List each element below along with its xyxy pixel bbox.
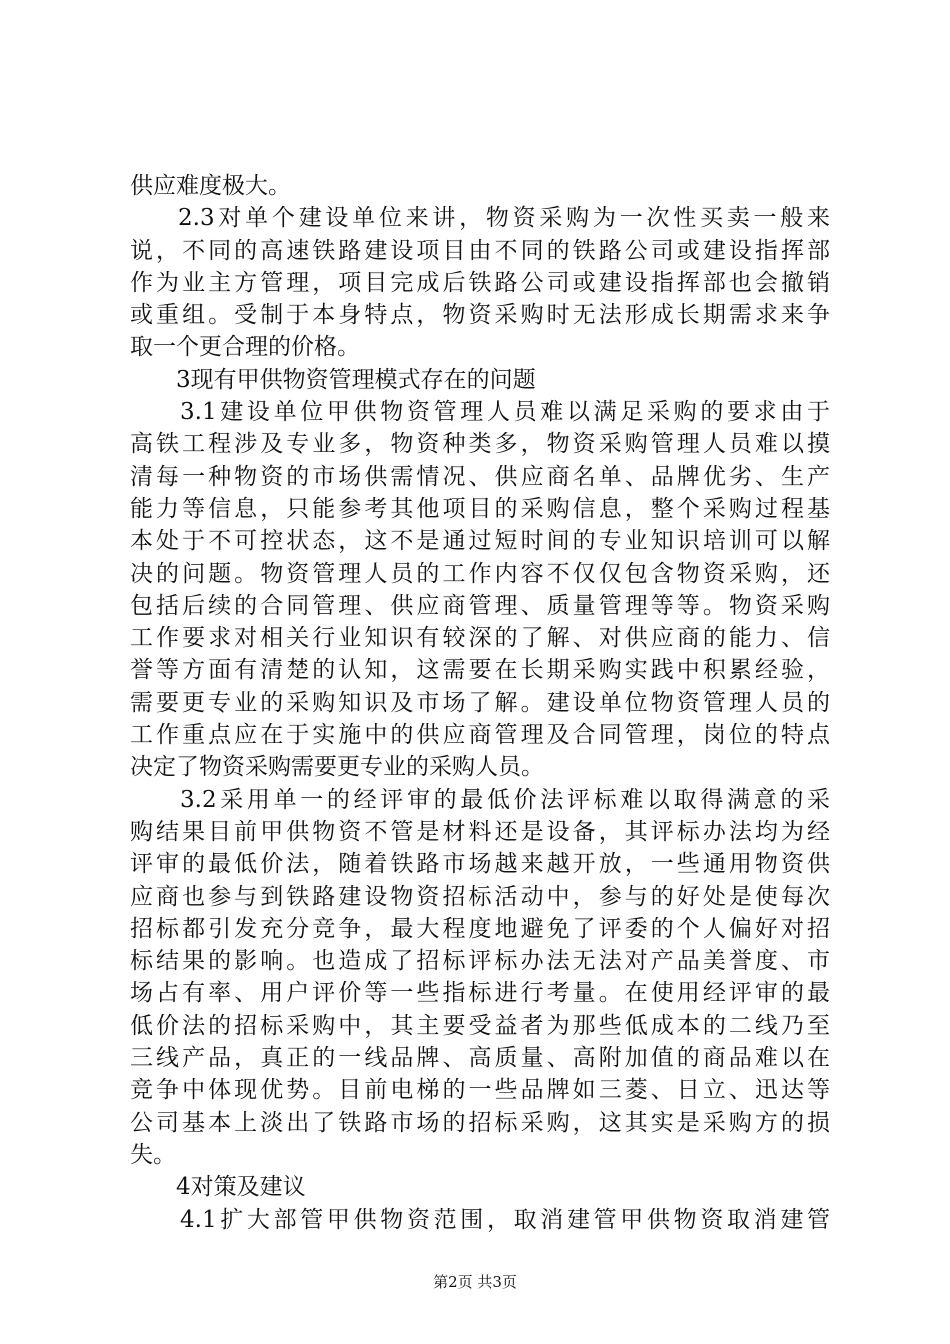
text-line: 2.3对单个建设单位来讲，物资采购为一次性买卖一般来 bbox=[178, 205, 830, 232]
text-line: 决定了物资采购需要更专业的采购人员。 bbox=[130, 754, 544, 781]
text-line: 竞争中体现优势。目前电梯的一些品牌如三菱、日立、迅达等 bbox=[130, 1077, 830, 1104]
text-line: 三线产品，真正的一线品牌、高质量、高附加值的商品难以在 bbox=[130, 1045, 830, 1072]
text-line: 高铁工程涉及专业多，物资种类多，物资采购管理人员难以摸 bbox=[130, 431, 830, 458]
text-line: 说，不同的高速铁路建设项目由不同的铁路公司或建设指挥部 bbox=[130, 237, 830, 264]
text-line: 评审的最低价法，随着铁路市场越来越开放，一些通用物资供 bbox=[130, 851, 830, 878]
text-line: 标结果的影响。也造成了招标评标办法无法对产品美誉度、市 bbox=[130, 948, 830, 975]
text-line: 决的问题。物资管理人员的工作内容不仅仅包含物资采购，还 bbox=[130, 560, 830, 587]
text-line: 3.2采用单一的经评审的最低价法评标难以取得满意的采 bbox=[180, 786, 830, 813]
text-line: 工作重点应在于实施中的供应商管理及合同管理，岗位的特点 bbox=[130, 722, 830, 749]
text-line: 作为业主方管理，项目完成后铁路公司或建设指挥部也会撤销 bbox=[130, 269, 830, 296]
text-line: 包括后续的合同管理、供应商管理、质量管理等等。物资采购 bbox=[130, 592, 830, 619]
text-line: 购结果目前甲供物资不管是材料还是设备，其评标办法均为经 bbox=[130, 818, 830, 845]
text-line: 失。 bbox=[130, 1141, 176, 1168]
text-line: 4对策及建议 bbox=[176, 1174, 306, 1201]
text-line: 能力等信息，只能参考其他项目的采购信息，整个采购过程基 bbox=[130, 495, 830, 522]
text-line: 本处于不可控状态，这不是通过短时间的专业知识培训可以解 bbox=[130, 528, 830, 555]
text-line: 誉等方面有清楚的认知，这需要在长期采购实践中积累经验， bbox=[130, 657, 830, 684]
text-line: 供应难度极大。 bbox=[130, 173, 291, 199]
text-line: 清每一种物资的市场供需情况、供应商名单、品牌优劣、生产 bbox=[130, 463, 830, 490]
text-line: 公司基本上淡出了铁路市场的招标采购，这其实是采购方的损 bbox=[130, 1109, 830, 1136]
text-line: 取一个更合理的价格。 bbox=[130, 334, 360, 361]
text-line: 需要更专业的采购知识及市场了解。建设单位物资管理人员的 bbox=[130, 689, 830, 716]
text-line: 4.1扩大部管甲供物资范围，取消建管甲供物资取消建管 bbox=[180, 1206, 830, 1233]
text-line: 低价法的招标采购中，其主要受益者为那些低成本的二线乃至 bbox=[130, 1012, 830, 1039]
document-body bbox=[130, 170, 830, 1236]
text-line: 场占有率、用户评价等一些指标进行考量。在使用经评审的最 bbox=[130, 980, 830, 1007]
text-line: 工作要求对相关行业知识有较深的了解、对供应商的能力、信 bbox=[130, 625, 830, 652]
text-line: 或重组。受制于本身特点，物资采购时无法形成长期需求来争 bbox=[130, 302, 830, 329]
text-line: 应商也参与到铁路建设物资招标活动中，参与的好处是使每次 bbox=[130, 883, 830, 910]
text-line: 3.1建设单位甲供物资管理人员难以满足采购的要求由于 bbox=[180, 399, 830, 426]
text-line: 3现有甲供物资管理模式存在的问题 bbox=[176, 366, 536, 393]
text-line: 招标都引发充分竞争，最大程度地避免了评委的个人偏好对招 bbox=[130, 915, 830, 942]
page-footer: 第2页 共3页 bbox=[433, 1273, 517, 1291]
